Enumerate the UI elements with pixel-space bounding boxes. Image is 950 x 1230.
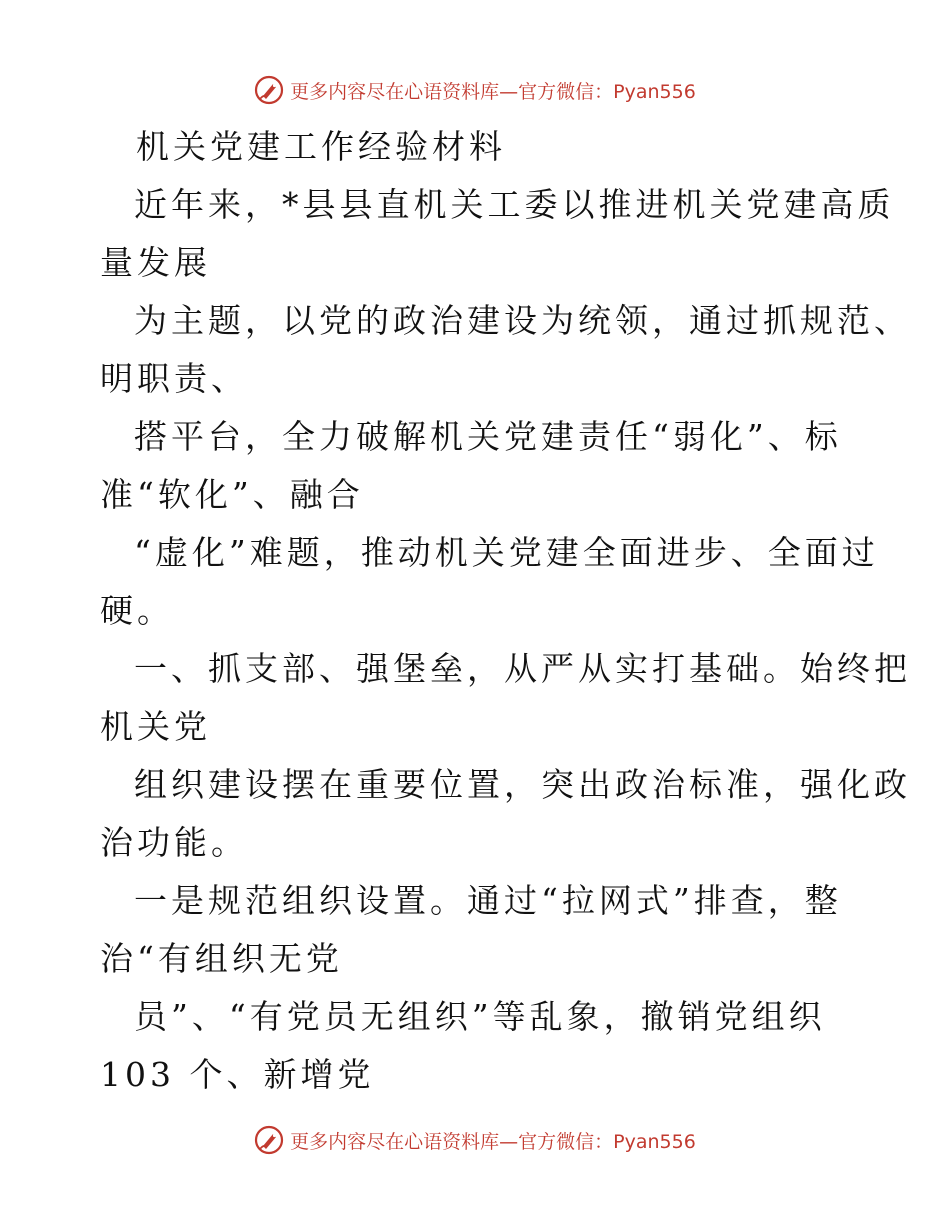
text-line: 机关党 bbox=[100, 707, 211, 746]
section-heading-line: 一、抓支部、强堡垒，从严从实打基础。始终把 bbox=[134, 649, 911, 688]
text-line: 准“软化”、融合 bbox=[100, 475, 364, 514]
text-line: 搭平台，全力破解机关党建责任“弱化”、标 bbox=[134, 417, 842, 456]
header-watermark-banner bbox=[0, 70, 950, 110]
text-line: “虚化”难题，推动机关党建全面进步、全面过 bbox=[134, 533, 879, 572]
document-title: 机关党建工作经验材料 bbox=[136, 127, 506, 166]
text-line: 员”、“有党员无组织”等乱象，撤销党组织 bbox=[134, 997, 826, 1036]
watermark-text: 更多内容尽在心语资料库—官方微信：Pyan556 bbox=[290, 1130, 696, 1153]
text-line: 量发展 bbox=[100, 243, 211, 282]
text-line: 治“有组织无党 bbox=[100, 939, 343, 978]
text-line: 组织建设摆在重要位置，突出政治标准，强化政 bbox=[134, 765, 911, 804]
document-body bbox=[100, 118, 911, 1104]
text-line: 硬。 bbox=[100, 591, 174, 630]
text-line: 近年来，*县县直机关工委以推进机关党建高质 bbox=[134, 185, 895, 224]
text-line: 治功能。 bbox=[100, 823, 248, 862]
watermark-text: 更多内容尽在心语资料库—官方微信：Pyan556 bbox=[290, 80, 696, 103]
text-line: 为主题，以党的政治建设为统领，通过抓规范、 bbox=[134, 301, 911, 340]
footer-watermark-banner bbox=[0, 1120, 950, 1160]
pen-nib-logo-icon bbox=[254, 75, 284, 105]
text-line: 一是规范组织设置。通过“拉网式”排查，整 bbox=[134, 881, 842, 920]
text-line: 103 个、新增党 bbox=[100, 1055, 375, 1094]
text-line: 明职责、 bbox=[100, 359, 248, 398]
pen-nib-logo-icon bbox=[254, 1125, 284, 1155]
